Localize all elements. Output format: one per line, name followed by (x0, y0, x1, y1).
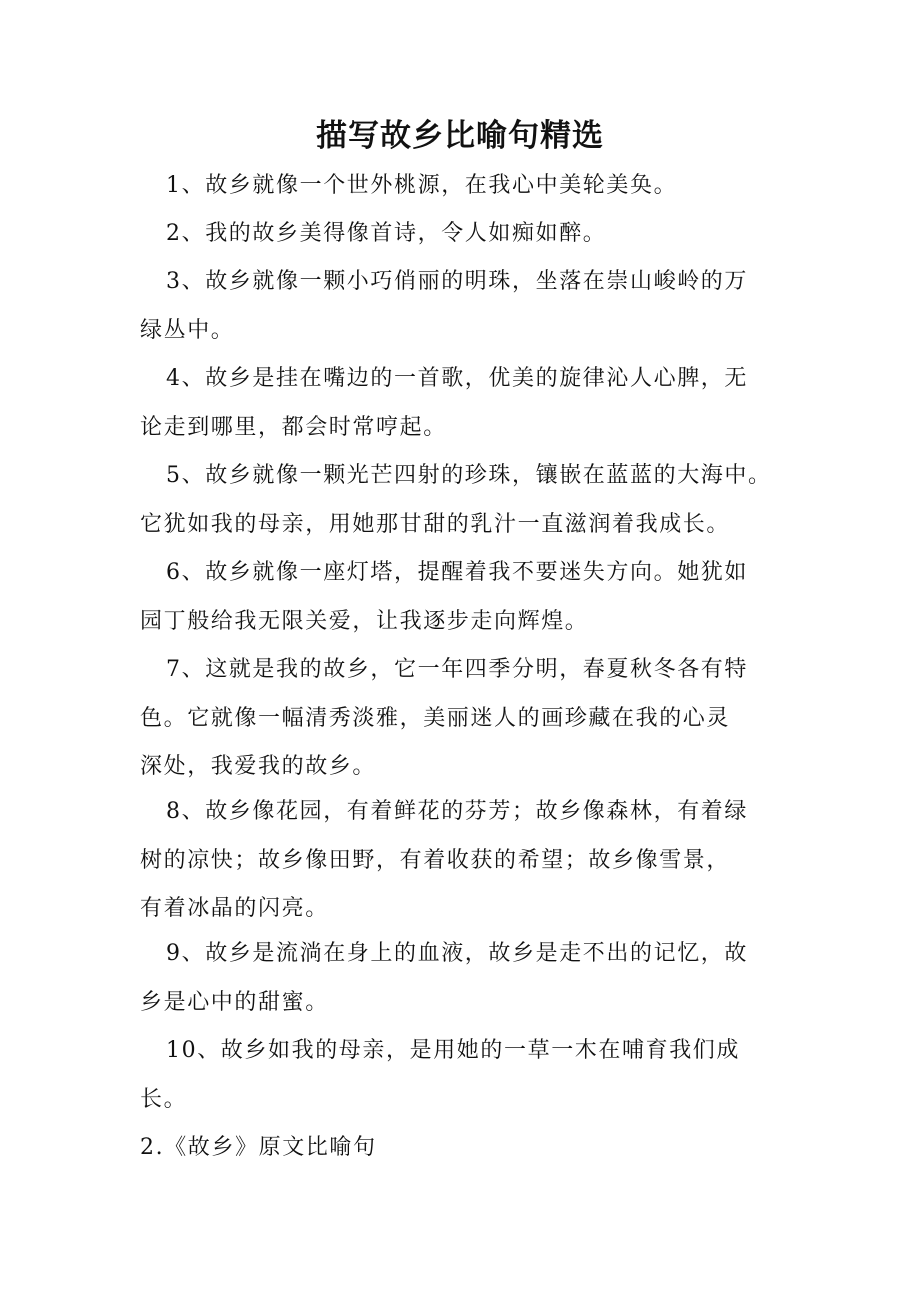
list-item-line: 2、我的故乡美得像首诗，令人如痴如醉。 (166, 221, 607, 246)
list-item-10 (140, 1027, 790, 1124)
list-item-line: 4、故乡是挂在嘴边的一首歌，优美的旋律沁人心脾，无 (166, 366, 748, 391)
list-item-9 (140, 930, 790, 1027)
list-item-line: 乡是心中的甜蜜。 (140, 989, 329, 1015)
list-item-6 (140, 549, 790, 646)
list-item-line: 1、故乡就像一个世外桃源，在我心中美轮美奂。 (166, 173, 678, 198)
list-item-line: 绿丛中。 (140, 317, 235, 343)
list-item-line: 论走到哪里，都会时常哼起。 (140, 414, 447, 440)
list-item-1 (140, 162, 790, 211)
page-title: 描写故乡比喻句精选 (316, 118, 604, 154)
list-item-line: 色。它就像一幅清秀淡雅，美丽迷人的画珍藏在我的心灵 (140, 705, 731, 731)
list-item-line: 长。 (140, 1086, 188, 1112)
list-item-line: 6、故乡就像一座灯塔，提醒着我不要迷失方向。她犹如 (166, 560, 748, 585)
list-item-4 (140, 355, 790, 452)
list-item-2 (140, 210, 790, 259)
list-item-5 (140, 452, 790, 549)
list-item-line: 它犹如我的母亲，用她那甘甜的乳汁一直滋润着我成长。 (140, 511, 731, 537)
list-item-line: 园丁般给我无限关爱，让我逐步走向辉煌。 (140, 608, 589, 634)
section-heading: 2.《故乡》原文比喻句 (140, 1135, 377, 1160)
list-item-line: 深处，我爱我的故乡。 (140, 754, 377, 779)
list-item-7 (140, 646, 790, 792)
list-item-line: 10、故乡如我的母亲，是用她的一草一木在哺育我们成 (166, 1038, 740, 1063)
list-item-8 (140, 788, 790, 934)
list-item-line: 7、这就是我的故乡，它一年四季分明，春夏秋冬各有特 (166, 657, 748, 682)
list-item-line: 8、故乡像花园，有着鲜花的芬芳；故乡像森林，有着绿 (166, 799, 748, 824)
list-item-line: 3、故乡就像一颗小巧俏丽的明珠，坐落在崇山峻岭的万 (166, 269, 748, 294)
list-item-line: 5、故乡就像一颗光芒四射的珍珠，镶嵌在蓝蓝的大海中。 (166, 463, 772, 488)
list-item-3 (140, 258, 790, 355)
list-item-line: 树的凉快；故乡像田野，有着收获的希望；故乡像雪景， (140, 847, 731, 873)
list-item-line: 9、故乡是流淌在身上的血液，故乡是走不出的记忆，故 (166, 941, 748, 966)
list-item-line: 有着冰晶的闪亮。 (140, 896, 329, 921)
